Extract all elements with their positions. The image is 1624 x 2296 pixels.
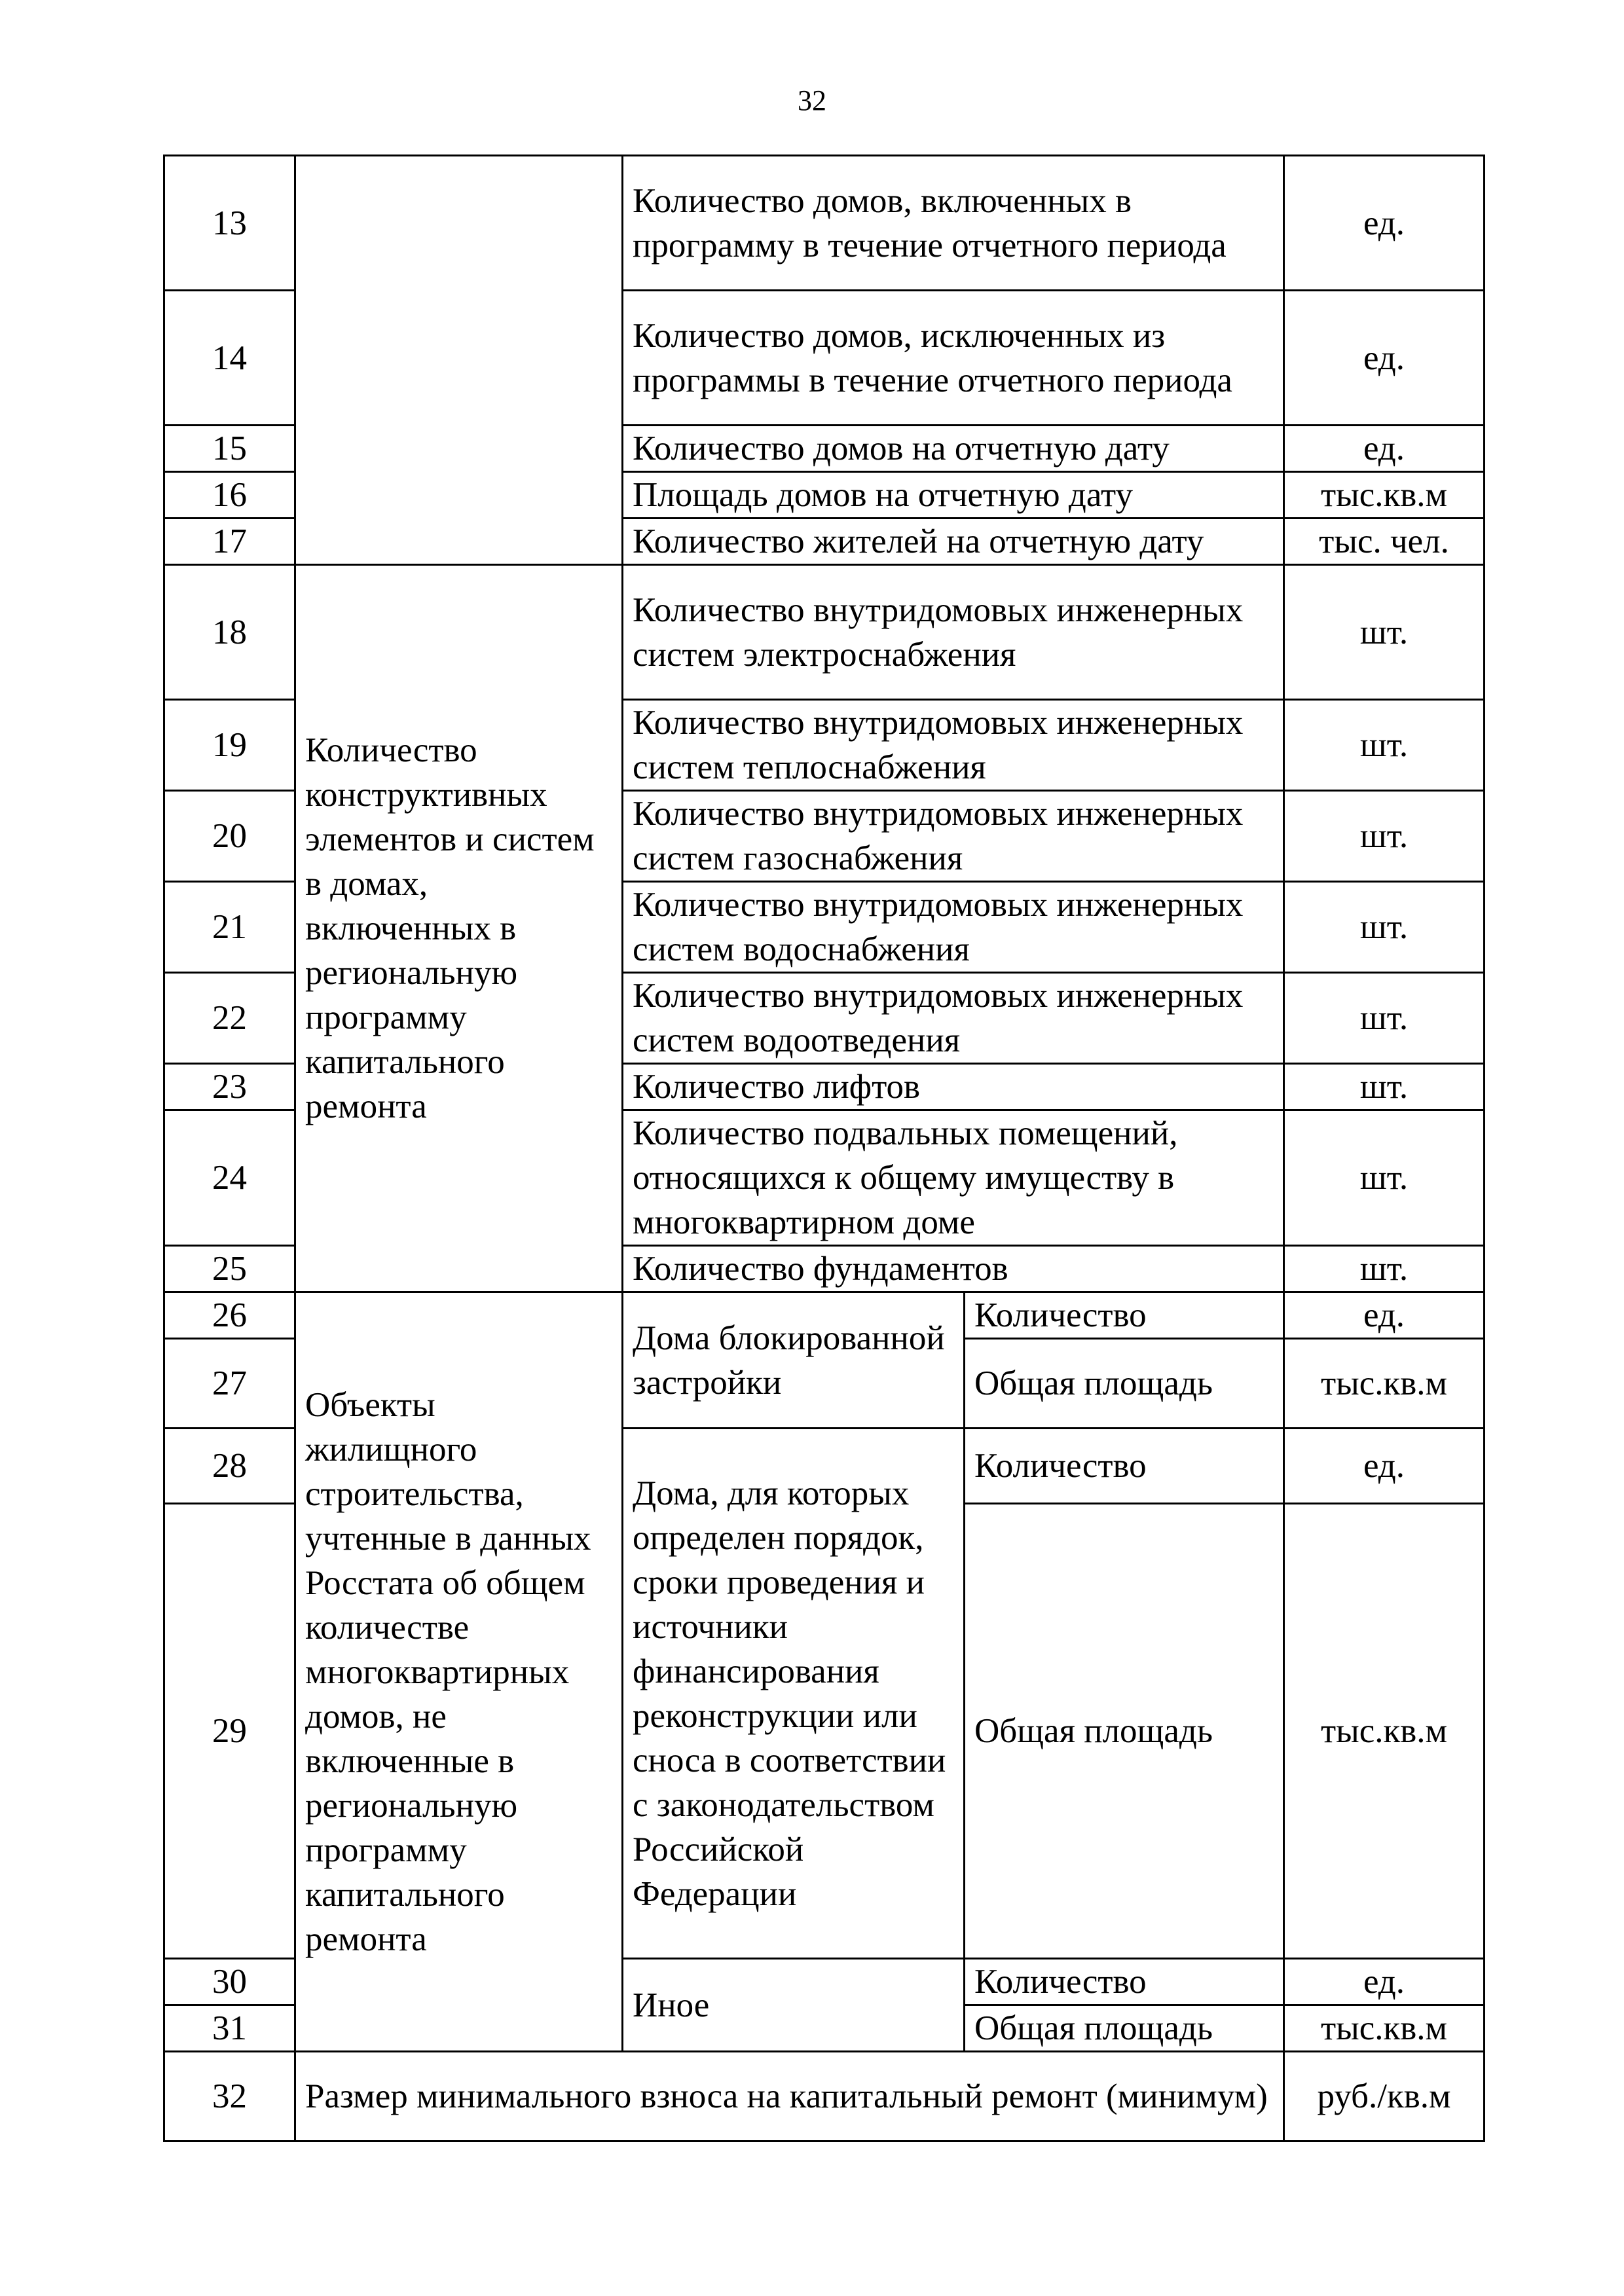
page-number: 32: [798, 84, 826, 117]
row-measure: Количество: [965, 1429, 1284, 1504]
row-description: Количество домов, исключенных из программы в течение отчетного периода: [623, 291, 1284, 426]
row-unit: ед.: [1284, 1959, 1485, 2005]
table-row-18: [164, 565, 1485, 700]
row-number: 14: [164, 291, 295, 426]
row-number: 29: [164, 1504, 295, 1959]
row-unit: шт.: [1284, 565, 1485, 700]
row-unit: шт.: [1284, 1110, 1485, 1246]
row-description: Размер минимального взноса на капитальный ремонт (минимум): [295, 2052, 1284, 2141]
row-unit: тыс.кв.м: [1284, 1339, 1485, 1429]
row-description: Количество внутридомовых инженерных систем теплоснабжения: [623, 700, 1284, 791]
row-number: 32: [164, 2052, 295, 2141]
row-number: 13: [164, 156, 295, 291]
row-description: Количество внутридомовых инженерных систем водоснабжения: [623, 882, 1284, 973]
row-unit: шт.: [1284, 1064, 1485, 1110]
row-description: Количество домов, включенных в программу в течение отчетного периода: [623, 156, 1284, 291]
row-number: 24: [164, 1110, 295, 1246]
row-number: 20: [164, 791, 295, 882]
row-description: Количество внутридомовых инженерных систем газоснабжения: [623, 791, 1284, 882]
row-number: 21: [164, 882, 295, 973]
row-unit: ед.: [1284, 291, 1485, 426]
group-housing-objects: Объекты жилищного строительства, учтенные в данных Росстата об общем количестве многоквартирных домов, не включенные в региональную программу капитального ремонта: [295, 1292, 623, 2052]
row-number: 23: [164, 1064, 295, 1110]
row-unit: шт.: [1284, 973, 1485, 1064]
row-measure: Общая площадь: [965, 2005, 1284, 2052]
row-description: Площадь домов на отчетную дату: [623, 472, 1284, 519]
row-unit: тыс.кв.м: [1284, 1504, 1485, 1959]
row-number: 19: [164, 700, 295, 791]
row-number: 26: [164, 1292, 295, 1339]
row-description: Количество лифтов: [623, 1064, 1284, 1110]
indicators-table: [163, 155, 1485, 2142]
subgroup-reconstruction-houses: Дома, для которых определен порядок, сроки проведения и источники финансирования реконструкции или сноса в соответствии с законодательством Российской Федерации: [623, 1429, 965, 1959]
row-number: 16: [164, 472, 295, 519]
row-unit: ед.: [1284, 156, 1485, 291]
row-description: Количество домов на отчетную дату: [623, 426, 1284, 472]
row-number: 27: [164, 1339, 295, 1429]
row-unit: ед.: [1284, 426, 1485, 472]
row-number: 17: [164, 519, 295, 565]
row-number: 18: [164, 565, 295, 700]
table-row-13: [164, 156, 1485, 291]
row-measure: Количество: [965, 1292, 1284, 1339]
table-row-32: [164, 2052, 1485, 2141]
row-unit: шт.: [1284, 882, 1485, 973]
row-unit: тыс.кв.м: [1284, 472, 1485, 519]
row-unit: тыс.кв.м: [1284, 2005, 1485, 2052]
row-unit: шт.: [1284, 791, 1485, 882]
row-unit: ед.: [1284, 1429, 1485, 1504]
row-measure: Общая площадь: [965, 1339, 1284, 1429]
group-constructive-elements: Количество конструктивных элементов и систем в домах, включенных в региональную программу капитального ремонта: [295, 565, 623, 1292]
subgroup-other: Иное: [623, 1959, 965, 2052]
table-row-26: [164, 1292, 1485, 1339]
row-measure: Общая площадь: [965, 1504, 1284, 1959]
row-description: Количество жителей на отчетную дату: [623, 519, 1284, 565]
row-number: 15: [164, 426, 295, 472]
row-unit: шт.: [1284, 700, 1485, 791]
row-description: Количество подвальных помещений, относящихся к общему имуществу в многоквартирном доме: [623, 1110, 1284, 1246]
row-number: 28: [164, 1429, 295, 1504]
row-unit: ед.: [1284, 1292, 1485, 1339]
row-description: Количество фундаментов: [623, 1246, 1284, 1292]
row-number: 31: [164, 2005, 295, 2052]
row-number: 22: [164, 973, 295, 1064]
subgroup-blocked-houses: Дома блокированной застройки: [623, 1292, 965, 1429]
group-empty: [295, 156, 623, 565]
row-unit: руб./кв.м: [1284, 2052, 1485, 2141]
row-unit: тыс. чел.: [1284, 519, 1485, 565]
row-number: 25: [164, 1246, 295, 1292]
row-description: Количество внутридомовых инженерных систем водоотведения: [623, 973, 1284, 1064]
row-measure: Количество: [965, 1959, 1284, 2005]
row-number: 30: [164, 1959, 295, 2005]
row-description: Количество внутридомовых инженерных систем электроснабжения: [623, 565, 1284, 700]
row-unit: шт.: [1284, 1246, 1485, 1292]
